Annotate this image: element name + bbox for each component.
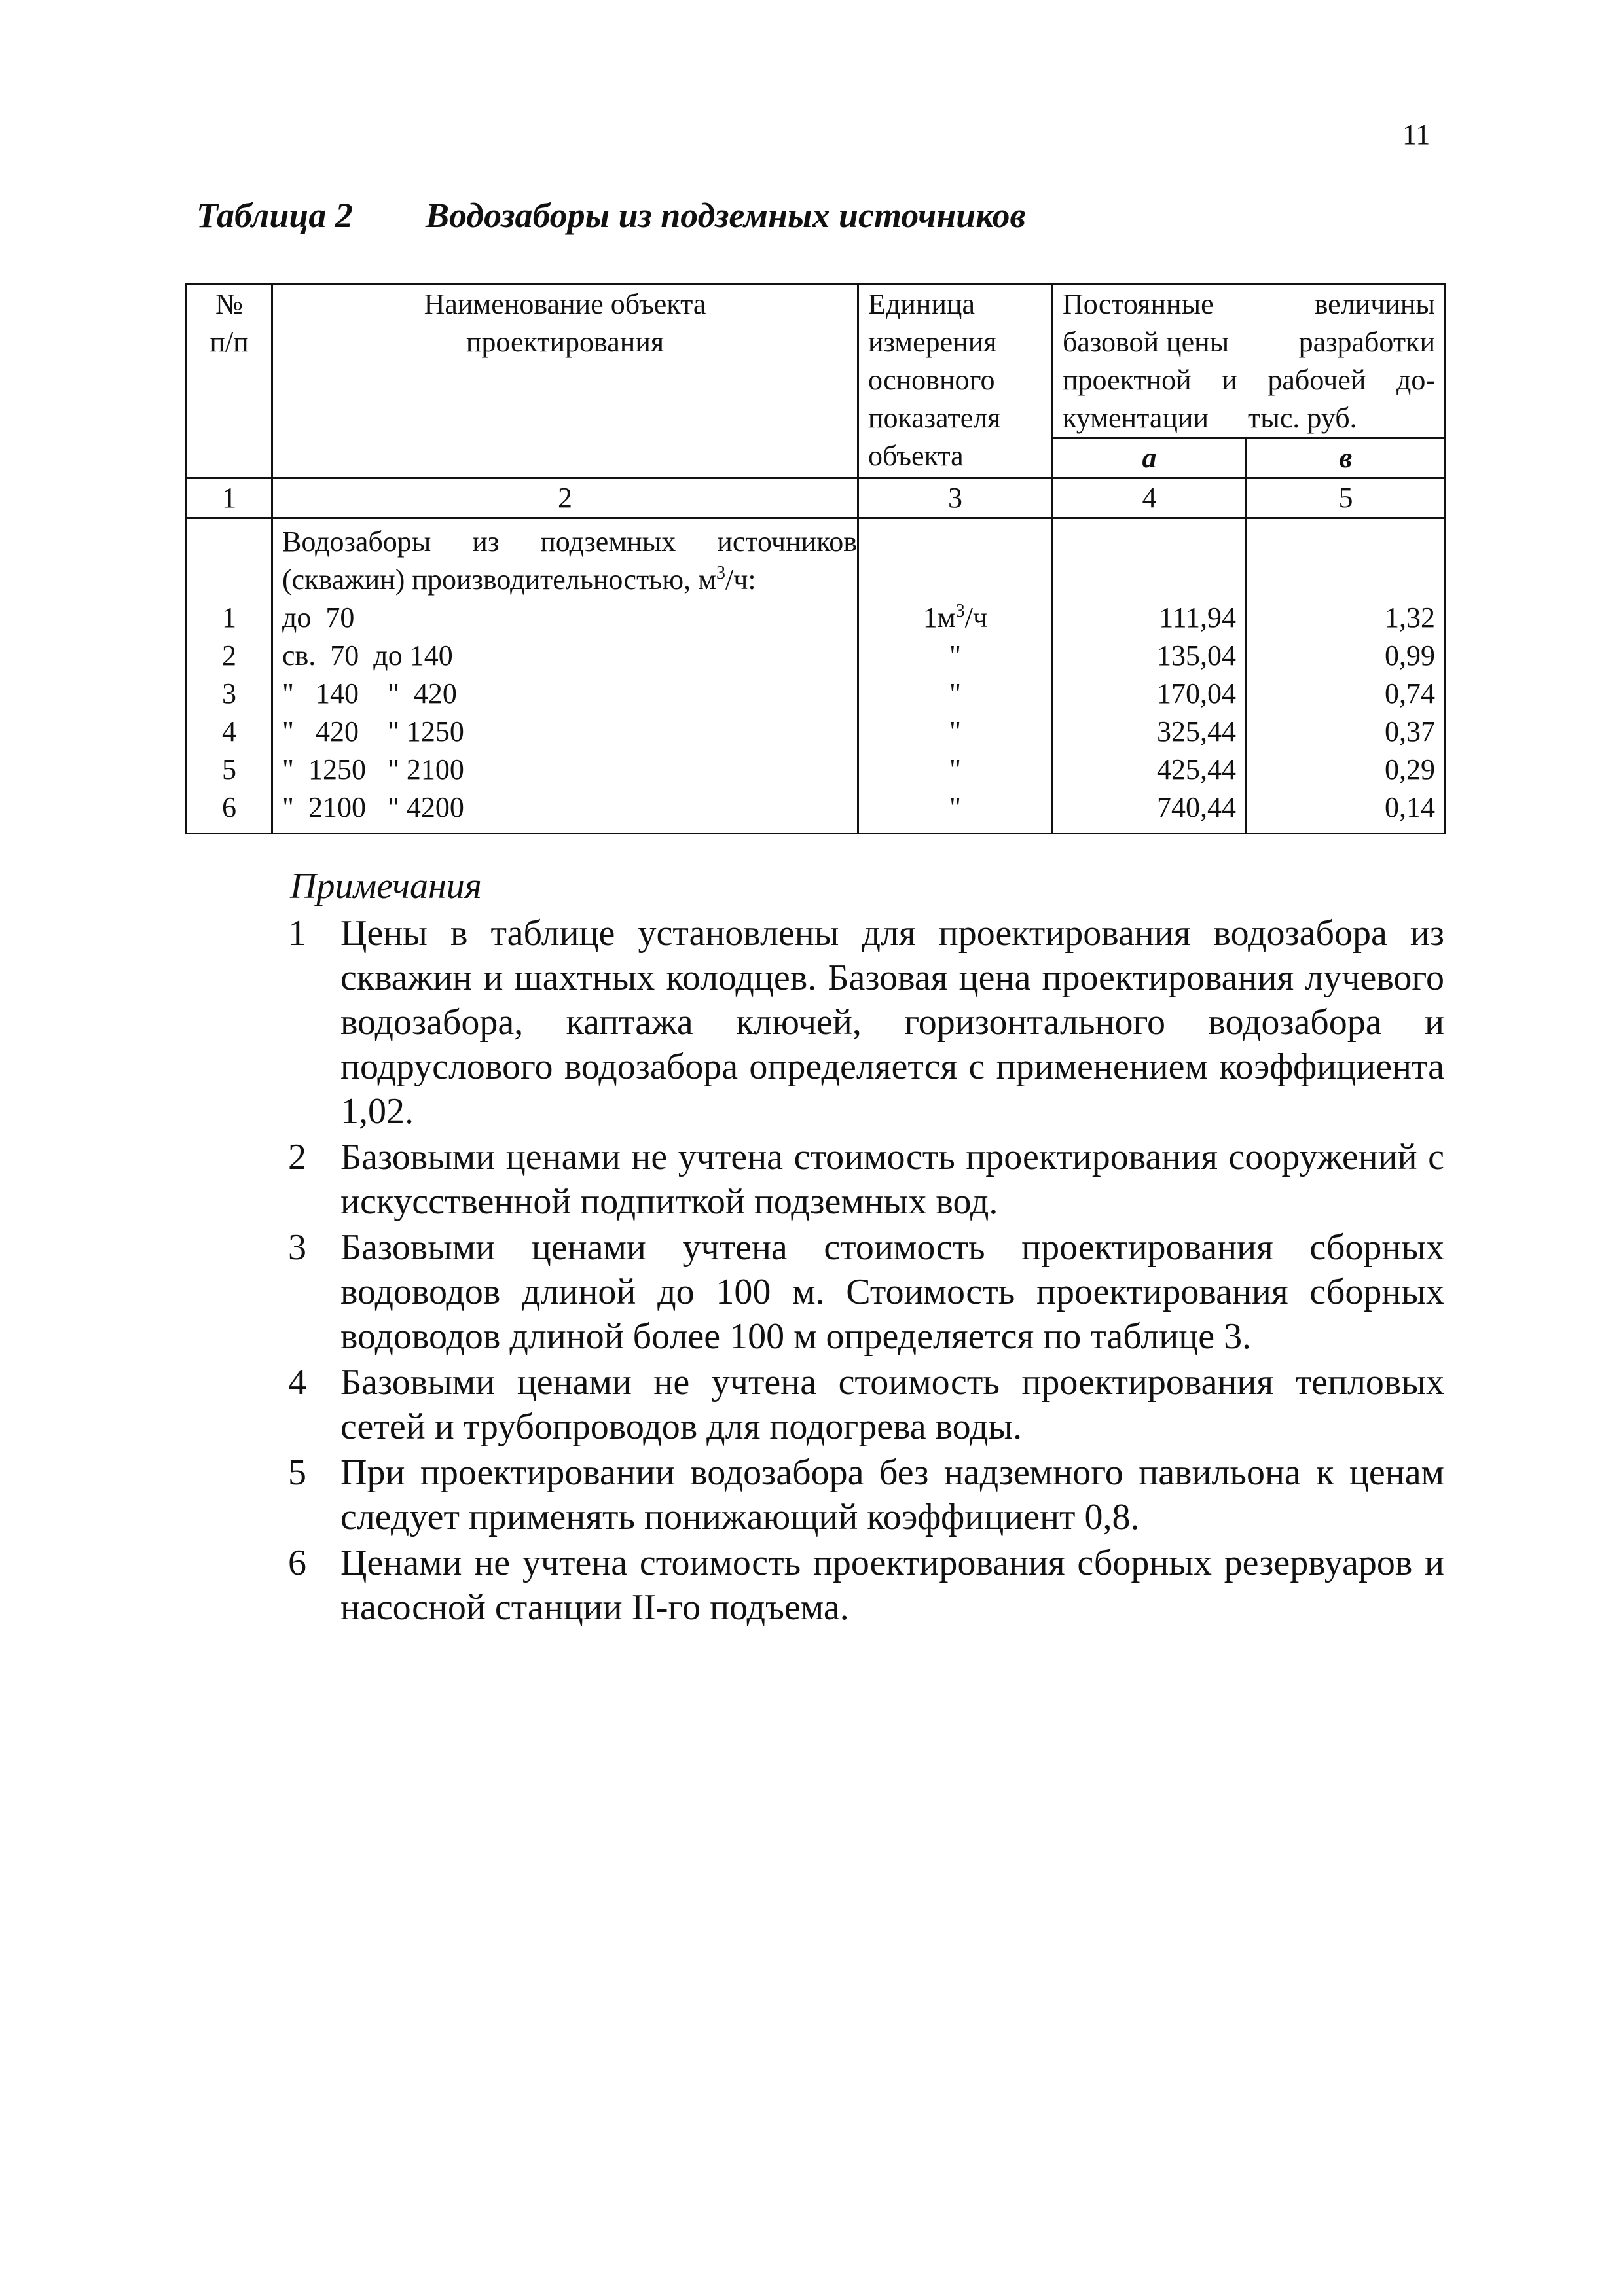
column-number: 1 — [187, 478, 272, 518]
note-item — [288, 1135, 1444, 1224]
body-a-cell — [1053, 518, 1247, 834]
header-sub-a: а — [1053, 439, 1247, 478]
row-num: 4 — [222, 715, 236, 747]
group-title-line: Водозаборы из подземных источников — [282, 526, 857, 558]
row-name: " 1250 " 2100 — [282, 753, 464, 785]
row-value-b: 0,99 — [1385, 639, 1435, 672]
header-unit-line: Единица — [868, 288, 975, 320]
header-const-line: проектной и рабочей до- — [1063, 364, 1435, 396]
notes-title: Примечания — [290, 866, 482, 906]
header-const — [1053, 285, 1446, 439]
group-title-line — [282, 561, 857, 599]
row-name: до 70 — [282, 601, 355, 634]
header-unit — [858, 285, 1053, 478]
row-unit — [859, 599, 1051, 637]
header-num — [187, 285, 272, 478]
header-const-word: базовой цены — [1063, 326, 1230, 358]
row-value-b: 0,29 — [1385, 753, 1435, 785]
note-number: 4 — [288, 1362, 306, 1403]
row-num: 3 — [222, 677, 236, 709]
body-name-cell — [272, 518, 858, 834]
row-value-a: 325,44 — [1157, 715, 1236, 747]
header-const-word: кументации — [1063, 402, 1209, 434]
header-num-line: п/п — [210, 326, 249, 358]
header-name — [272, 285, 858, 478]
row-unit-text: 1м — [922, 601, 956, 634]
row-value-b: 0,74 — [1385, 677, 1435, 709]
table-title: Водозаборы из подземных источников — [426, 196, 1026, 235]
row-unit: " — [949, 715, 961, 747]
row-value-b: 1,32 — [1385, 601, 1435, 634]
row-value-b: 0,37 — [1385, 715, 1435, 747]
row-unit: " — [949, 791, 961, 823]
note-number: 3 — [288, 1227, 306, 1268]
note-item — [288, 1225, 1444, 1359]
header-unit-line: объекта — [868, 440, 964, 472]
body-b-cell — [1247, 518, 1446, 834]
header-sub-b: в — [1247, 439, 1446, 478]
row-unit: " — [949, 677, 961, 709]
header-unit-line: измерения — [868, 326, 997, 358]
body-num-cell — [187, 518, 272, 834]
note-item — [288, 1450, 1444, 1539]
table-label: Таблица 2 — [196, 196, 353, 235]
row-value-a: 740,44 — [1157, 791, 1236, 823]
row-value-a: 170,04 — [1157, 677, 1236, 709]
row-num: 6 — [222, 791, 236, 823]
column-number: 5 — [1247, 478, 1446, 518]
superscript: 3 — [955, 601, 965, 621]
row-unit-text: /ч — [964, 601, 988, 634]
row-num: 2 — [222, 639, 236, 672]
note-number: 5 — [288, 1452, 306, 1493]
note-number: 2 — [288, 1137, 306, 1177]
note-text: Базовыми ценами не учтена стоимость проектирования тепловых сетей и трубопроводов для подогрева воды. — [340, 1362, 1444, 1447]
column-number: 2 — [272, 478, 858, 518]
row-num: 1 — [222, 601, 236, 634]
header-unit-line: показателя — [868, 402, 1001, 434]
header-name-line: проектирования — [465, 326, 665, 358]
body-unit-cell — [858, 518, 1053, 834]
header-const-word: тыс. руб. — [1248, 402, 1357, 434]
header-unit-line: основного — [868, 364, 995, 396]
header-const-word: разработки — [1298, 326, 1435, 358]
group-title-text: /ч: — [725, 564, 756, 596]
note-item — [288, 911, 1444, 1134]
row-unit: " — [949, 639, 961, 672]
row-name: " 140 " 420 — [282, 677, 457, 709]
row-value-a: 111,94 — [1159, 601, 1236, 634]
note-text: Базовыми ценами не учтена стоимость проектирования сооружений с искусственной подпиткой подземных вод. — [340, 1137, 1444, 1222]
note-text: Цены в таблице установлены для проектирования водозабора из скважин и шахтных колодцев. Базовая цена проектирования лучевого водозабора, каптажа ключей, горизонтального водозабора и подруслового водозабора определяется с применением коэффициента 1,02. — [340, 913, 1444, 1132]
notes-section — [288, 864, 1444, 1631]
note-number: 6 — [288, 1543, 306, 1583]
header-name-line: Наименование объекта — [424, 288, 706, 320]
note-text: Базовыми ценами учтена стоимость проектирования сборных водоводов длиной до 100 м. Стоимость проектирования сборных водоводов длиной более 100 м определяется по таблице 3. — [340, 1227, 1444, 1357]
header-const-word: Постоянные — [1063, 288, 1214, 320]
note-number: 1 — [288, 913, 306, 954]
note-item — [288, 1541, 1444, 1630]
header-const-word: величины — [1314, 288, 1435, 320]
row-value-b: 0,14 — [1385, 791, 1435, 823]
note-item — [288, 1360, 1444, 1449]
superscript: 3 — [716, 563, 726, 583]
note-text: При проектировании водозабора без надземного павильона к ценам следует применять понижающий коэффициент 0,8. — [340, 1452, 1444, 1537]
row-name: " 2100 " 4200 — [282, 791, 464, 823]
price-table — [185, 283, 1446, 834]
row-unit: " — [949, 753, 961, 785]
table-caption — [196, 195, 1026, 236]
column-number: 4 — [1053, 478, 1247, 518]
row-num: 5 — [222, 753, 236, 785]
page-number: 11 — [1402, 118, 1431, 151]
row-name: св. 70 до 140 — [282, 639, 453, 672]
row-name: " 420 " 1250 — [282, 715, 464, 747]
row-value-a: 425,44 — [1157, 753, 1236, 785]
column-number: 3 — [858, 478, 1053, 518]
group-title-text: (скважин) производительностью, м — [282, 564, 717, 596]
row-value-a: 135,04 — [1157, 639, 1236, 672]
note-text: Ценами не учтена стоимость проектирования сборных резервуаров и насосной станции II-го подъема. — [340, 1543, 1444, 1628]
header-num-line: № — [215, 288, 243, 320]
